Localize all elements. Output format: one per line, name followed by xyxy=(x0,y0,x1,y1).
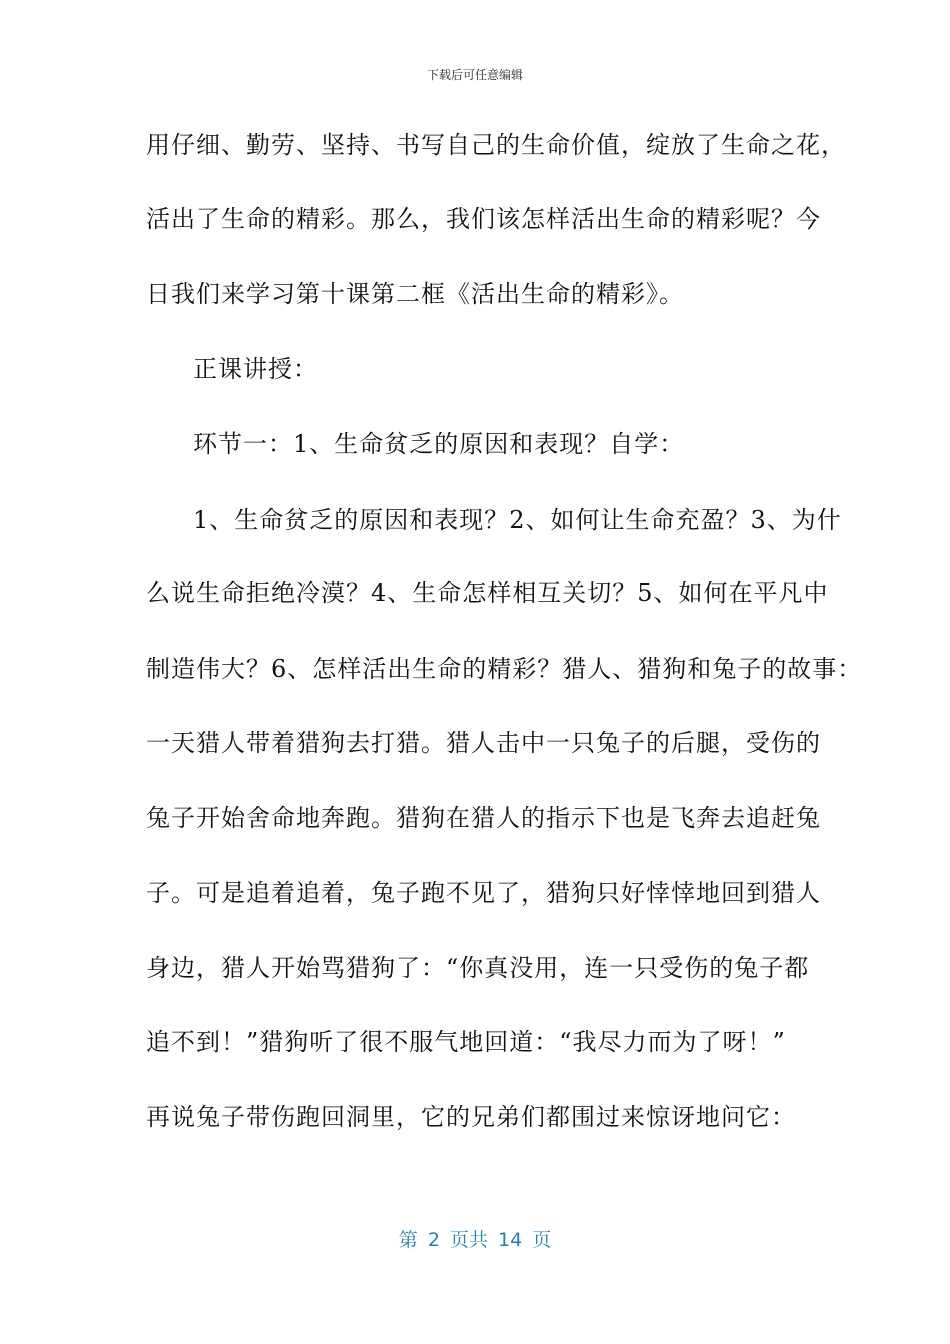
body-line-8: 制造伟大？6、怎样活出生命的精彩？猎人、猎狗和兔子的故事： xyxy=(146,655,863,683)
body-line-2: 活出了生命的精彩。那么，我们该怎样活出生命的精彩呢？今 xyxy=(146,205,821,233)
page-number-label: 第 2 页共 14 页 xyxy=(398,1229,552,1251)
header-note: 下载后可任意编辑 xyxy=(426,68,523,82)
body-line-4: 正课讲授： xyxy=(193,355,318,383)
body-line-3: 日我们来学习第十课第二框《活出生命的精彩》。 xyxy=(146,280,684,308)
page-number-footer xyxy=(0,1225,950,1252)
body-line-1: 用仔细、勤劳、坚持、书写自己的生命价值，绽放了生命之花， xyxy=(146,131,846,159)
body-line-12: 身边，猎人开始骂猎狗了：“你真没用，连一只受伤的兔子都 xyxy=(146,954,810,982)
body-line-10: 兔子开始舍命地奔跑。猎狗在猎人的指示下也是飞奔去追赶兔 xyxy=(146,804,821,832)
body-line-5: 环节一：1、生命贫乏的原因和表现？自学： xyxy=(193,430,685,458)
body-line-7: 么说生命拒绝冷漠？4、生命怎样相互关切？5、如何在平凡中 xyxy=(146,579,829,607)
body-line-14: 再说兔子带伤跑回洞里，它的兄弟们都围过来惊讶地问它： xyxy=(146,1103,796,1131)
body-line-13: 追不到！”猎狗听了很不服气地回道：“我尽力而为了呀！” xyxy=(146,1028,786,1056)
body-line-6: 1、生命贫乏的原因和表现？2、如何让生命充盈？3、为什 xyxy=(193,506,842,534)
body-line-11: 子。可是追着追着，兔子跑不见了，猎狗只好悻悻地回到猎人 xyxy=(146,879,821,907)
body-line-9: 一天猎人带着猎狗去打猎。猎人击中一只兔子的后腿，受伤的 xyxy=(146,729,821,757)
